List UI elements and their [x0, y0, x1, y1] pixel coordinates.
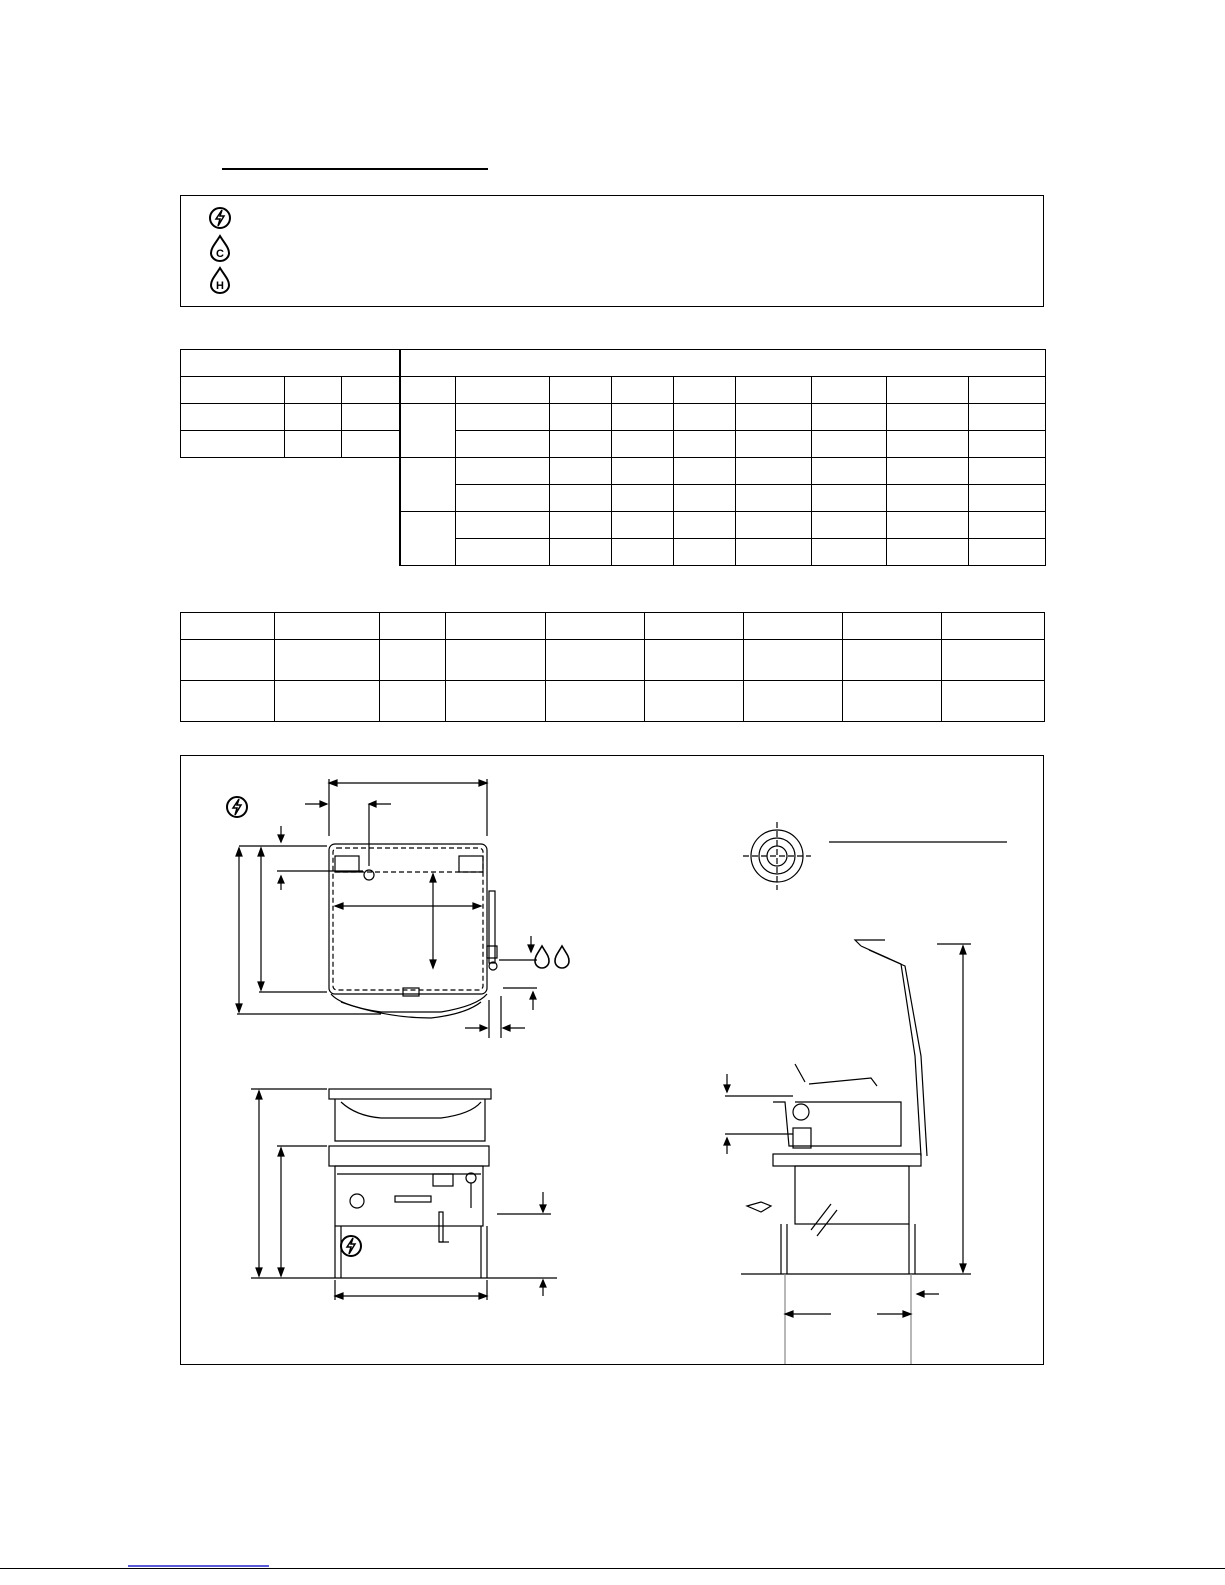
table-row	[181, 640, 1045, 681]
electric-icon	[207, 204, 233, 232]
dimensions-table	[180, 612, 1045, 722]
table-row	[181, 613, 1045, 640]
drain-detail	[743, 822, 1007, 890]
table-row	[400, 539, 1045, 566]
footer-rule	[0, 1568, 1225, 1569]
spec-table-right	[399, 349, 1046, 566]
table-row	[181, 431, 400, 458]
side-view	[724, 940, 971, 1364]
footer-link[interactable]	[128, 1565, 269, 1567]
table-row	[400, 485, 1045, 512]
hot-water-icon	[207, 266, 233, 294]
table-row	[400, 404, 1045, 431]
plan-view	[236, 779, 569, 1038]
table-row	[400, 350, 1045, 377]
utility-legend-box	[180, 195, 1044, 307]
spec-table-left	[180, 349, 400, 458]
svg-text:C: C	[216, 248, 224, 260]
table-row	[181, 404, 400, 431]
table-row	[181, 350, 400, 377]
table-row	[400, 377, 1045, 404]
front-electric-icon	[341, 1236, 361, 1256]
electric-connection-icon	[227, 797, 247, 817]
cold-hot-water-icon	[535, 946, 569, 968]
svg-text:H: H	[216, 280, 224, 292]
table-row	[181, 377, 400, 404]
cold-water-icon	[207, 234, 233, 262]
table-row	[400, 458, 1045, 485]
table-row	[181, 681, 1045, 722]
front-view	[251, 1089, 557, 1300]
equipment-drawings	[181, 756, 1043, 1364]
technical-drawing-panel	[180, 755, 1044, 1365]
table-row	[400, 512, 1045, 539]
table-row	[400, 431, 1045, 458]
page-title-underline	[222, 168, 488, 170]
